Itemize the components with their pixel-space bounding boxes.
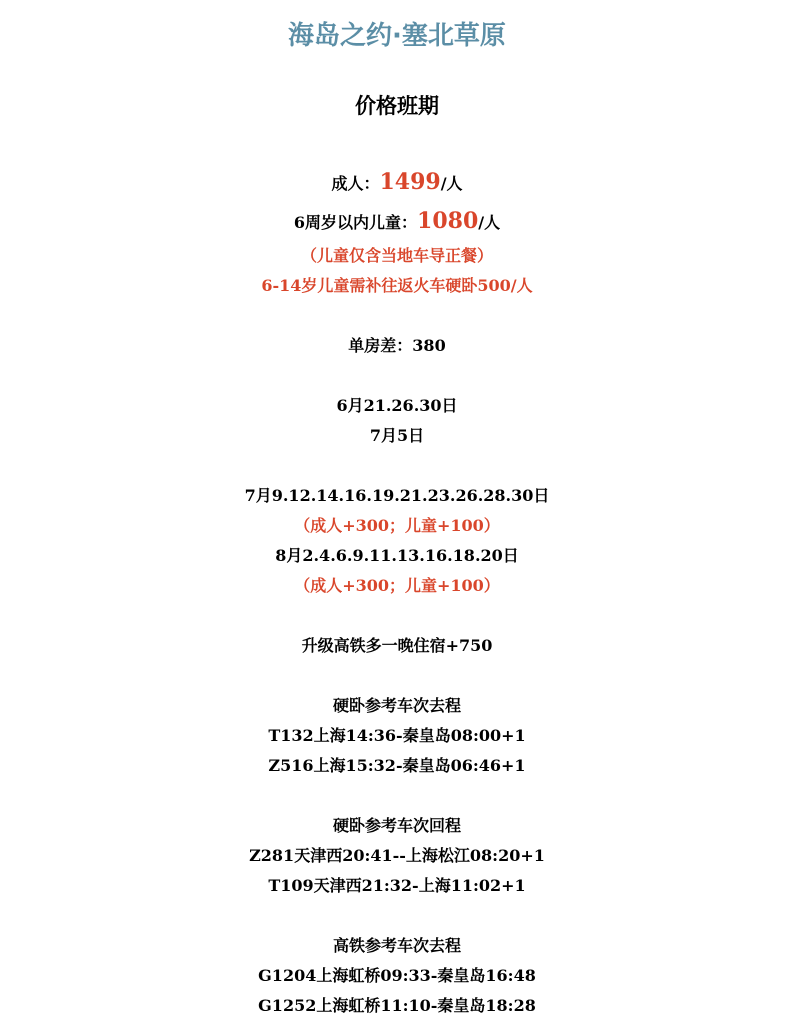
hsr-outbound-title: 高铁参考车次去程 [332, 936, 461, 955]
adult-price-unit: /人 [440, 174, 463, 193]
date-august: 8月2.4.6.9.11.13.16.18.20日 [275, 546, 519, 565]
hsr-outbound-train-1: G1204上海虹桥09:33-秦皇岛16:48 [258, 966, 536, 985]
date-july-b: 7月9.12.14.16.19.21.23.26.28.30日 [244, 486, 550, 505]
child-price-unit: /人 [478, 213, 501, 232]
child-price-label: 6周岁以内儿童： [293, 213, 418, 232]
child-price-line [0, 206, 794, 238]
date-july-b-surcharge: （成人+300；儿童+100） [294, 516, 500, 535]
date-july-a: 7月5日 [369, 426, 425, 445]
older-child-note: 6-14岁儿童需补往返火车硬卧500/人 [261, 276, 533, 295]
adult-price-label: 成人： [331, 174, 380, 193]
date-june: 6月21.26.30日 [336, 396, 458, 415]
section-title: 价格班期 [355, 94, 439, 118]
hsr-outbound-train-2: G1252上海虹桥11:10-秦皇岛18:28 [258, 996, 536, 1015]
upgrade-note: 升级高铁多一晚住宿+750 [301, 636, 493, 655]
sleeper-outbound-title: 硬卧参考车次去程 [332, 696, 461, 715]
sleeper-outbound-train-2: Z516上海15:32-秦皇岛06:46+1 [268, 756, 526, 775]
sleeper-outbound-train-1: T132上海14:36-秦皇岛08:00+1 [268, 726, 526, 745]
adult-price-line [0, 167, 794, 199]
single-room-supplement: 单房差：380 [348, 336, 446, 355]
child-price-value: 1080 [417, 208, 479, 234]
date-august-surcharge: （成人+300；儿童+100） [294, 576, 500, 595]
tour-title: 海岛之约·塞北草原 [288, 21, 506, 51]
child-price-note: （儿童仅含当地车导正餐） [300, 246, 493, 265]
sleeper-return-train-2: T109天津西21:32-上海11:02+1 [268, 876, 526, 895]
adult-price-value: 1499 [379, 169, 441, 195]
sleeper-return-train-1: Z281天津西20:41--上海松江08:20+1 [249, 846, 545, 865]
sleeper-return-title: 硬卧参考车次回程 [332, 816, 461, 835]
